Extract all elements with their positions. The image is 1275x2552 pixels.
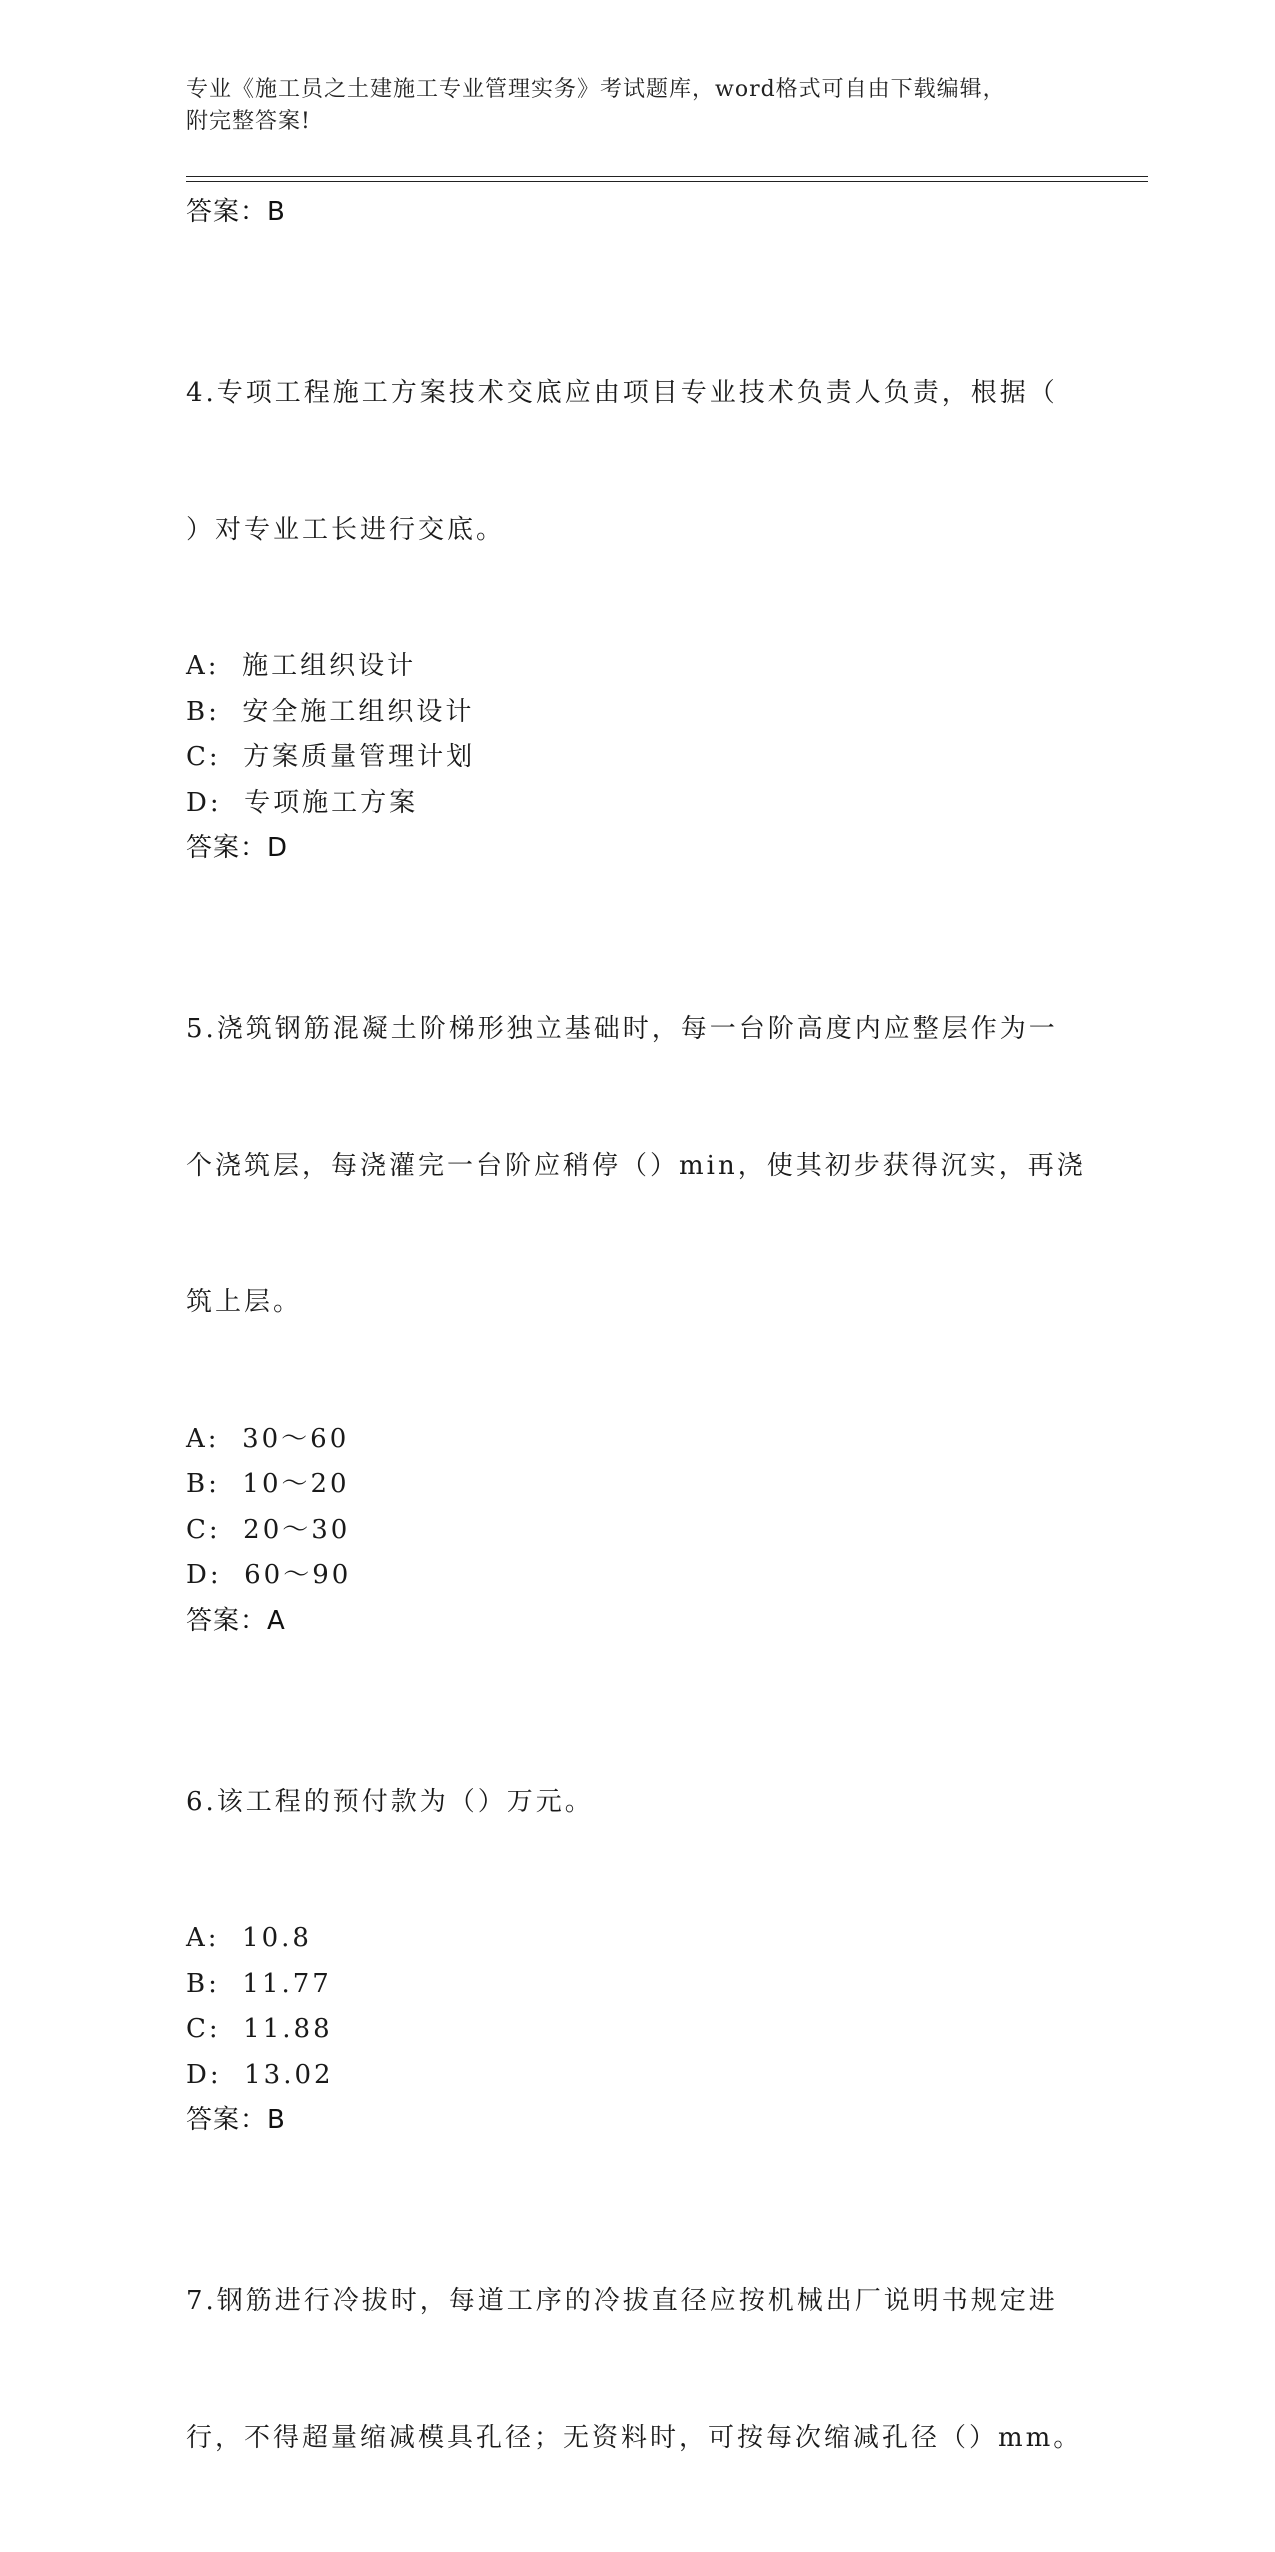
question-block [186, 280, 1086, 871]
question-line: 6.该工程的预付款为（）万元。 [186, 1786, 594, 1817]
option-a: A: 30～60 [186, 1423, 350, 1454]
answer-label: 答案：D [186, 833, 289, 863]
option-b: B: 11.77 [186, 1968, 332, 1999]
header-line-1: 专业《施工员之土建施工专业管理实务》考试题库，word格式可自由下载编辑， [186, 77, 1006, 102]
option-c: C: 方案质量管理计划 [186, 742, 476, 772]
question-text [186, 1689, 1086, 1917]
question-line: 筑上层。 [186, 1287, 303, 1317]
answer-label: 答案：A [186, 1605, 286, 1636]
page-header [186, 74, 1066, 138]
question-block [186, 1689, 1086, 2144]
question-line: 4.专项工程施工方案技术交底应由项目专业技术负责人负责，根据（ [186, 378, 1058, 408]
answer-label: 答案：B [186, 197, 286, 227]
answer-label: 答案：B [186, 2105, 286, 2135]
option-b: B: 安全施工组织设计 [186, 696, 475, 727]
question-line: 个浇筑层，每浇灌完一台阶应稍停（）min，使其初步获得沉实，再浇 [186, 1150, 1086, 1181]
question-line: 5.浇筑钢筋混凝土阶梯形独立基础时，每一台阶高度内应整层作为一 [186, 1014, 1058, 1044]
exam-content [186, 190, 1086, 2552]
question-line: 行，不得超量缩减模具孔径；无资料时，可按每次缩减孔径（）mm。 [186, 2422, 1083, 2453]
option-c: C: 11.88 [186, 2014, 333, 2044]
header-divider [186, 176, 1148, 177]
question-text [186, 2188, 1086, 2552]
option-d: D: 13.02 [186, 2059, 334, 2090]
header-divider-second [186, 181, 1148, 182]
option-d: D: 60～90 [186, 1560, 352, 1590]
option-c: C: 20～30 [186, 1514, 351, 1545]
option-b: B: 10～20 [186, 1469, 350, 1499]
question-line: ）对专业工长进行交底。 [186, 514, 506, 545]
option-a: A: 10.8 [186, 1923, 312, 1953]
option-d: D: 专项施工方案 [186, 787, 419, 818]
question-text [186, 916, 1086, 1417]
question-block [186, 916, 1086, 1644]
option-a: A: 施工组织设计 [186, 651, 417, 681]
question-block [186, 2188, 1086, 2552]
question-text [186, 280, 1086, 644]
question-line: 7.钢筋进行冷拔时，每道工序的冷拔直径应按机械出厂说明书规定进 [186, 2286, 1058, 2316]
header-line-2: 附完整答案! [186, 109, 311, 134]
